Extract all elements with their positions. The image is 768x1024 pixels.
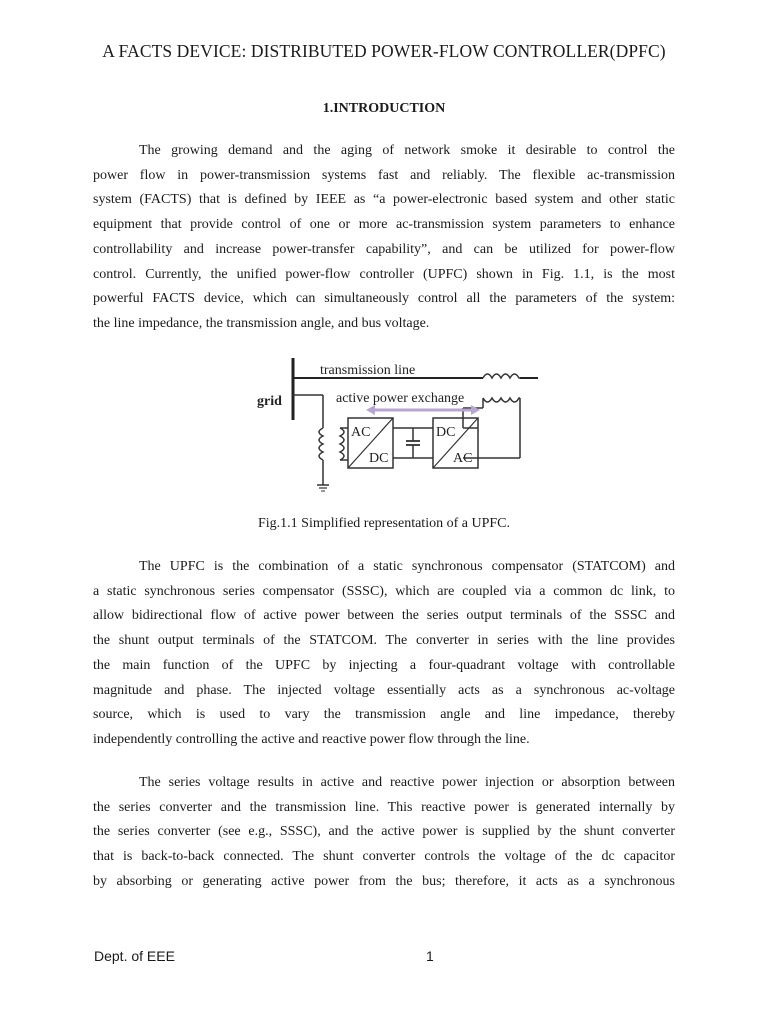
paragraph-line: powerful FACTS device, which can simultaneously control all the parameters of the system: <box>93 291 675 307</box>
paragraph-line: system (FACTS) that is defined by IEEE as “a power-electronic based system and other static <box>93 192 675 208</box>
upfc-diagram <box>248 350 548 500</box>
paragraph-line: the series converter and the transmission line. This reactive power is generated internally by <box>93 799 675 815</box>
paragraph-line: controllability and increase power-transfer capability”, and can be utilized for power-flow <box>93 241 675 257</box>
paragraph-upfc <box>93 555 675 753</box>
active-power-exchange-label: active power exchange <box>336 391 465 406</box>
paragraph-intro <box>93 139 675 337</box>
arrow-right-icon <box>471 405 480 415</box>
converter2-bottom-label: AC <box>453 451 473 466</box>
transmission-line-label: transmission line <box>320 363 416 378</box>
paragraph-line: the line impedance, the transmission angle, and bus voltage. <box>93 315 430 331</box>
footer-department: Dept. of EEE <box>94 948 175 964</box>
paragraph-line: allow bidirectional flow of active power between the series output terminals of the SSSC and <box>93 608 675 624</box>
document-title: A FACTS DEVICE: DISTRIBUTED POWER-FLOW CONTROLLER(DPFC) <box>102 41 666 61</box>
paragraph-line: a static synchronous series compensator (SSSC), which are coupled via a common dc link, to <box>93 583 675 599</box>
paragraph-series-voltage <box>93 771 675 895</box>
paragraph-line: that is back-to-back connected. The shunt converter controls the voltage of the dc capacitor <box>93 849 675 865</box>
paragraph-line: The growing demand and the aging of network smoke it desirable to control the <box>139 143 675 158</box>
footer-page-number: 1 <box>426 948 434 964</box>
paragraph-line: the series converter (see e.g., SSSC), and the active power is supplied by the shunt converter <box>93 824 675 840</box>
paragraph-line: The UPFC is the combination of a static synchronous compensator (STATCOM) and <box>139 559 675 574</box>
section-heading: 1.INTRODUCTION <box>322 101 446 116</box>
paragraph-line: power flow in power-transmission systems fast and reliably. The flexible ac-transmission <box>93 167 675 183</box>
paragraph-line: source, which is used to vary the transmission angle and line impedance, thereby <box>93 707 675 723</box>
converter2-top-label: DC <box>436 425 456 440</box>
figure-caption: Fig.1.1 Simplified representation of a UPFC. <box>258 516 510 531</box>
shunt-transformer-secondary <box>340 428 344 460</box>
series-transformer-primary <box>483 374 520 378</box>
paragraph-line: magnitude and phase. The injected voltage essentially acts as a synchronous ac-voltage <box>93 682 675 698</box>
arrow-left-icon <box>366 405 375 415</box>
paragraph-line: the main function of the UPFC by injecting a four-quadrant voltage with controllable <box>93 657 675 673</box>
paragraph-line: The series voltage results in active and reactive power injection or absorption between <box>139 775 675 790</box>
series-transformer-secondary <box>483 398 520 402</box>
paragraph-line: the shunt output terminals of the STATCOM. The converter in series with the line provides <box>93 633 675 649</box>
converter1-bottom-label: DC <box>369 451 389 466</box>
converter1-top-label: AC <box>351 425 371 440</box>
paragraph-line: by absorbing or generating active power from the bus; therefore, it acts as a synchronous <box>93 873 675 889</box>
shunt-transformer-primary <box>319 428 323 460</box>
paragraph-line: independently controlling the active and reactive power flow through the line. <box>93 731 530 747</box>
paragraph-line: equipment that provide control of one or more ac-transmission system parameters to enhance <box>93 217 675 233</box>
paragraph-line: control. Currently, the unified power-flow controller (UPFC) shown in Fig. 1.1, is the most <box>93 266 675 282</box>
grid-label: grid <box>257 394 282 409</box>
